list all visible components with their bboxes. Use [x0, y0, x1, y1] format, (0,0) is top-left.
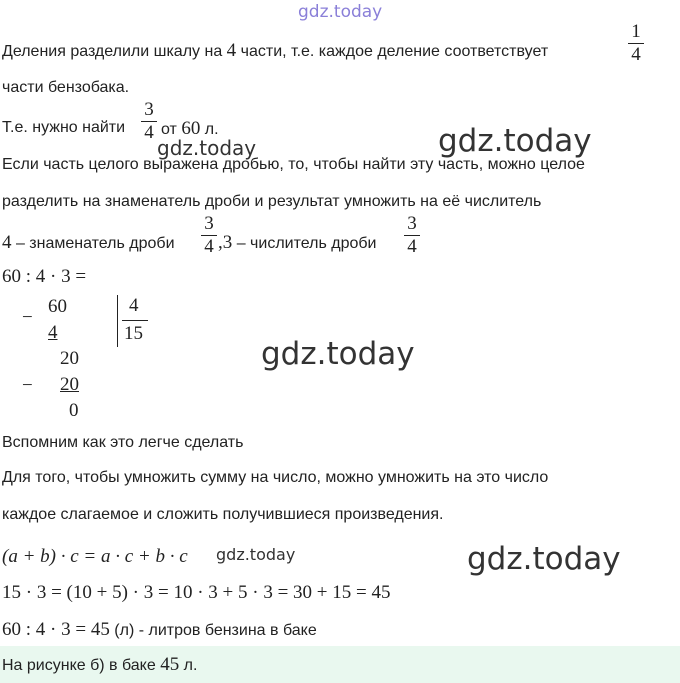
- number: 45: [160, 654, 180, 675]
- watermark: gdz.today: [157, 136, 257, 160]
- formula-distributive: (a + b) · c = a · c + b · c: [2, 546, 188, 567]
- division-subtrahend-2: 20: [60, 374, 79, 395]
- formula-result: [2, 619, 317, 641]
- division-remainder-2: 0: [69, 400, 79, 421]
- text-line-1: [2, 40, 548, 62]
- text: части, т.е. каждое деление соответствует: [240, 43, 549, 60]
- watermark: gdz.today: [261, 336, 415, 372]
- fraction-three-quarters: [404, 214, 420, 257]
- division-minus-2: −: [22, 375, 33, 396]
- division-horizontal-line: [122, 320, 148, 321]
- text-line-6-start: [2, 232, 175, 254]
- fraction-three-quarters: [201, 214, 217, 257]
- watermark: gdz.today: [467, 541, 621, 577]
- text: от: [161, 121, 177, 138]
- text-line-6-mid: [218, 232, 376, 254]
- formula-result-math: 60 : 4 · 3 = 45: [2, 619, 110, 640]
- denominator: 4: [407, 236, 417, 257]
- number: 4: [226, 40, 237, 61]
- text: – числитель дроби: [236, 235, 377, 252]
- numerator: 1: [631, 21, 641, 42]
- numerator: 3: [204, 213, 214, 234]
- text-line-8: Для того, чтобы умножить сумму на число, можно умножить на это число: [2, 469, 549, 486]
- watermark: gdz.today: [216, 545, 296, 564]
- denominator: 4: [631, 44, 641, 65]
- text-line-2: части бензобака.: [2, 79, 130, 96]
- numerator: 3: [407, 213, 417, 234]
- denominator: 4: [144, 122, 154, 143]
- answer-box: [0, 646, 680, 683]
- text: – знаменатель дроби: [15, 235, 175, 252]
- formula-result-text: (л) - литров бензина в баке: [114, 622, 317, 639]
- division-vertical-line: [117, 295, 118, 347]
- division-quotient: 15: [124, 323, 143, 344]
- text-line-3-start: Т.е. нужно найти: [2, 119, 126, 136]
- denominator: 4: [204, 236, 214, 257]
- answer-text: [2, 654, 197, 676]
- text: л.: [204, 121, 219, 138]
- division-dividend: 60: [48, 296, 67, 317]
- text-line-9: каждое слагаемое и сложить получившиеся произведения.: [2, 506, 444, 523]
- numerator: 3: [144, 99, 154, 120]
- comma: ,: [218, 232, 223, 253]
- expression-1: 60 : 4 · 3 =: [2, 266, 87, 287]
- division-subtrahend-1: 4: [48, 322, 58, 343]
- formula-calculation: 15 · 3 = (10 + 5) · 3 = 10 · 3 + 5 · 3 = 30 + 15 = 45: [2, 582, 391, 603]
- division-divisor: 4: [129, 295, 139, 316]
- division-minus-1: −: [22, 307, 33, 328]
- watermark: gdz.today: [438, 123, 592, 159]
- text-line-4: Если часть целого выражена дробью, то, чтобы найти эту часть, можно целое: [2, 156, 585, 173]
- text: На рисунке б) в баке: [2, 657, 156, 674]
- watermark-top: gdz.today: [298, 2, 383, 22]
- text: Деления разделили шкалу на: [2, 43, 223, 60]
- division-remainder-1: 20: [60, 348, 79, 369]
- number: 3: [222, 232, 233, 253]
- number: 4: [2, 232, 12, 253]
- text: л.: [183, 657, 198, 674]
- fraction-three-quarters: [141, 100, 157, 143]
- number: 60: [181, 118, 201, 139]
- text-line-7: Вспомним как это легче сделать: [2, 434, 244, 451]
- fraction-one-quarter: [628, 22, 644, 65]
- text-line-5: разделить на знаменатель дроби и результат умножить на её числитель: [2, 193, 542, 210]
